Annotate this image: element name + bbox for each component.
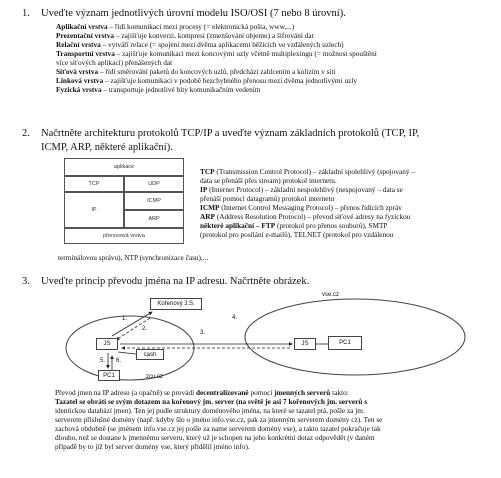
protocol-line: data se přenáší přes stream) protokol internetu. [200, 176, 337, 185]
root-name-server-box: Kořenový J.S. [150, 298, 202, 310]
q3-title: Uveďte princip převodu jména na IP adresu. Načrtněte obrázek. [41, 276, 310, 287]
layer-transport: Transportní vrstva – zajišťuje komunikaci mezi koncovými uzly včetně multiplexingu (= možnost spouštění [56, 49, 377, 58]
cell-ip: IP [64, 192, 124, 228]
protocol-line: přenáší pomocí datagramů) protokol internetu [200, 194, 335, 203]
step-3-label: 3. [200, 330, 206, 336]
cell-icmp: ICMP [124, 192, 184, 210]
cell-arp: ARP [124, 210, 184, 228]
step-5-label: 5. [100, 358, 106, 364]
explanation-line: případě by to již byl server domény vse, který přidělil jméno info). [55, 442, 250, 451]
layer-transport-cont: více síťových aplikací) přenášených dat [56, 58, 173, 67]
step-2-label: 2. [142, 326, 148, 332]
q2-title-line1: Načrtněte architekturu protokolů TCP/IP a uveďte význam základních protokolů (TCP, IP, [41, 128, 420, 139]
cell-prenosova: přenosová vrstva [64, 228, 184, 244]
layer-network: Síťová vrstva – řídí směrování paketů do koncových uzlů, předchází zahlcením a kolizím v síti [56, 67, 336, 76]
cache-box: cash [136, 349, 164, 360]
dns-resolution-diagram [60, 290, 470, 382]
q1-layer-list [56, 22, 377, 94]
step-1-label: 1. [122, 316, 128, 322]
explanation-line: identickou databází jmen). Ten jej podle struktury doménového jména, na které se tazatel ptá, pošle za jm. [55, 406, 365, 415]
protocol-line: TCP (Transmission Control Protocol) – základní spolehlivý (spojovaný – [200, 167, 415, 176]
vse-name-server-box: JS [294, 338, 316, 350]
step-6-label: 6. [116, 358, 122, 364]
q1-number: 1. [22, 8, 30, 19]
q2-title-line2: ICMP, ARP, některé aplikační). [41, 142, 173, 153]
explanation-line: zachová obdobně (se jménem info.vse.cz jej pošle za name serverem domény vse), a takto tazatel pokračuje tak [55, 424, 381, 433]
protocol-line: IP (Internet Protocol) – základní nespolehlivý (nespojovaný – data se [200, 185, 403, 194]
protocol-line: ICMP (Internet Control Messaging Protocol) – přenos řídících zpráv [200, 203, 402, 212]
layer-session: Relační vrstva – vytváří relace (= spojení mezi dvěma aplikacemi běžících ve vzdálených uzlech) [56, 40, 344, 49]
layer-physical: Fyzická vrstva – transportuje jednotlivé bity komunikačním vedením [56, 85, 261, 94]
layer-application: Aplikační vrstva – řídí komunikaci mezi procesy (= elektronická pošta, www,...) [56, 22, 295, 31]
protocol-line: ARP (Address Resolution Protocol) – převod síťové adresy na fyzickou [200, 212, 411, 221]
cell-aplikace: aplikace [64, 158, 184, 176]
zcu-name-server-box: JS [96, 338, 118, 350]
q2-number: 2. [22, 128, 30, 139]
explanation-line: dlouho, než se dostane k jmennému serveru, který už je schopen na jeho konkrétní dotaz odpovědět (v daném [55, 433, 375, 442]
zcu-pc-box: PC1 [98, 370, 120, 381]
q3-explanation [55, 397, 382, 451]
q2-protocol-list [200, 167, 480, 239]
layer-presentation: Prezentační vrstva – zajišťuje konverzi, kompresi (zmenšování objemu) a šifrování dat [56, 31, 314, 40]
vse-pc-box: PC1 [328, 336, 362, 350]
protocol-line: (protokol pro posílání e-mailů), TELNET (protokol pro vzdálenou [200, 230, 394, 239]
explanation-line: serverem příslušné domény (např. kdyby šlo o jméno info.vse.cz, pak za jmenným serverem domény cz). Ten se [55, 415, 383, 424]
q2-last-line: terminálovou správu), NTP (synchronizace času),... [58, 253, 209, 262]
dns-diagram-lines [60, 290, 470, 382]
q1-title: Uveďte význam jednotlivých úrovní modelu ISO/OSI (7 nebo 8 úrovní). [41, 8, 346, 19]
q3-intro: Převod jmen na IP adresu (a opačně) se provádí decentralizovaně pomocí jmenných serverů takto: [55, 388, 349, 397]
step-4-label: 4. [232, 315, 238, 321]
protocol-line: některé aplikační – FTP (protokol pro přenos souborů), SMTP [200, 221, 388, 230]
zcu-domain-label: zcu.cz [146, 374, 164, 380]
q3-number: 3. [22, 276, 30, 287]
tcpip-architecture-diagram [64, 158, 184, 244]
cell-tcp: TCP [64, 176, 124, 192]
layer-link: Linková vrstva – zajišťuje komunikaci v podobě bezchybného přenosu mezi dvěma jednotlivými uzly [56, 76, 358, 85]
explanation-line: Tazatel se obrátí se svým dotazem na kořenový jm. server (na světě je asi 7 kořenových jm. serverů s [55, 397, 368, 406]
vse-domain-label: vse.cz [322, 292, 340, 298]
cell-udp: UDP [124, 176, 184, 192]
